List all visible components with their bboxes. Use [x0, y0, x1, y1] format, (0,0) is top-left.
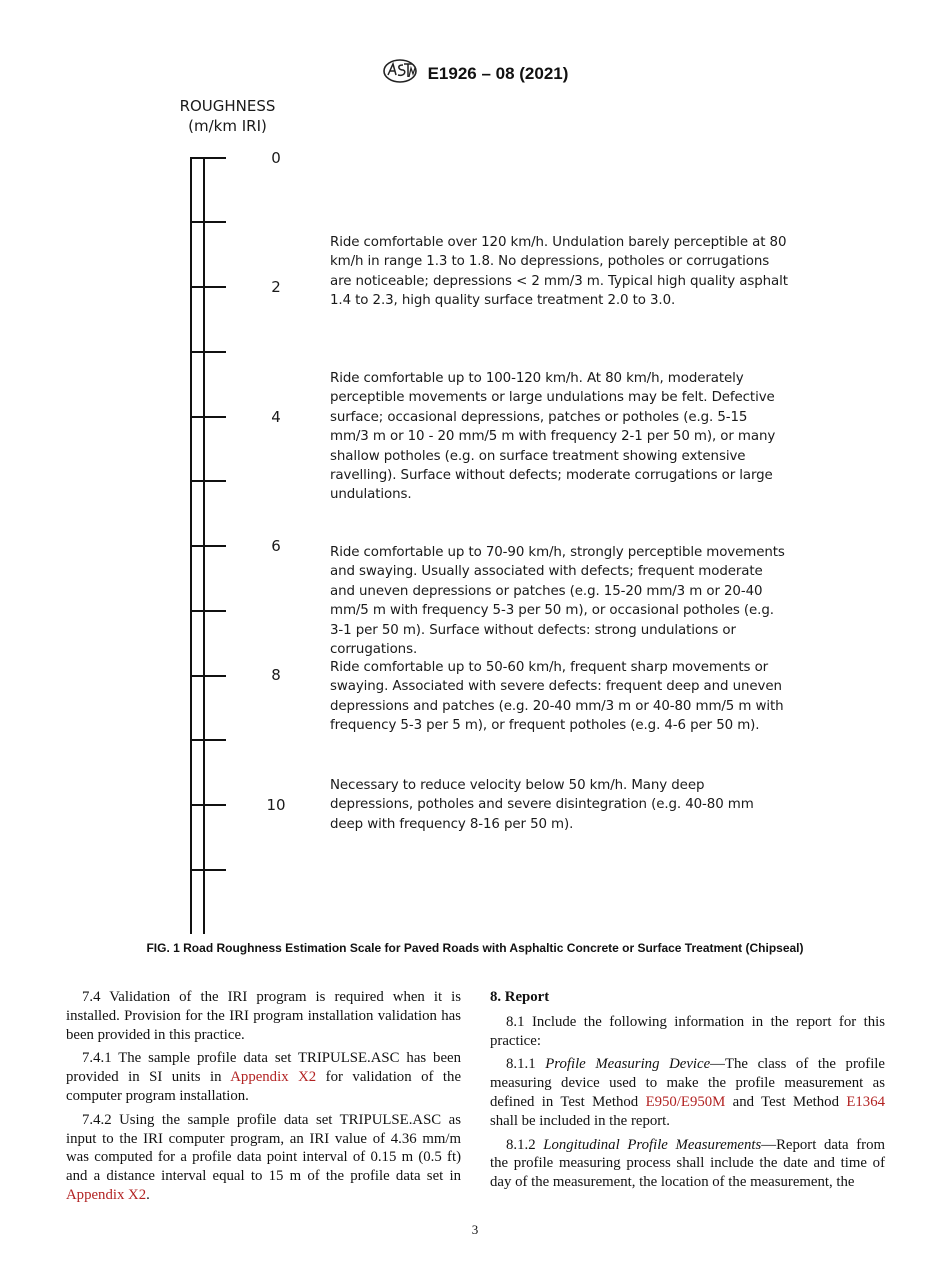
tick-label-2: 2	[271, 278, 281, 296]
tick-label-10: 10	[266, 796, 286, 814]
text: .	[146, 1186, 150, 1203]
text: for validation of the computer program installation.	[66, 1069, 462, 1104]
tick-label-8: 8	[271, 666, 281, 684]
scale-tick	[190, 157, 226, 159]
page-header	[0, 58, 950, 89]
paragraph-7-4-1	[66, 1049, 461, 1105]
roughness-description-4: Ride comfortable up to 50-60 km/h, frequent sharp movements or swaying. Associated with severe defects: frequent deep and uneven depressions and patches (e.g. 20-40 mm/3 m or 40-80 mm/5 m with frequency 5-3 per 5 m), or frequent potholes (e.g. 4-6 per 50 m).	[330, 660, 784, 734]
appendix-x2-link[interactable]: Appendix X2	[230, 1069, 317, 1086]
paragraph-7-4: 7.4 Validation of the IRI program is required when it is installed. Provision for the IRI program installation validation has been provided in this practice.	[66, 989, 461, 1043]
page-number: 3	[471, 1222, 479, 1237]
scale-tick	[190, 610, 226, 612]
section-heading-report: 8. Report	[490, 989, 550, 1005]
axis-title-line2: (m/km IRI)	[188, 117, 267, 135]
term: Longitudinal Profile Measurements	[543, 1136, 762, 1153]
astm-logo-icon	[382, 58, 418, 89]
text: 8.1.1	[506, 1056, 546, 1073]
paragraph-8-1-2	[490, 1136, 885, 1192]
paragraph-8-1-1	[490, 1055, 885, 1130]
appendix-x2-link[interactable]: Appendix X2	[66, 1186, 147, 1203]
e950-link[interactable]: E950/E950M	[645, 1093, 726, 1110]
scale-tick	[190, 545, 226, 547]
scale-tick	[190, 480, 226, 482]
scale-tick	[190, 416, 226, 418]
scale-tick	[190, 739, 226, 741]
roughness-description-5: Necessary to reduce velocity below 50 km/h. Many deep depressions, potholes and severe disintegration (e.g. 40-80 mm deep with frequency 8-16 per 50 m).	[330, 778, 754, 832]
scale-tick	[190, 869, 226, 871]
scale-tick	[190, 351, 226, 353]
tick-label-4: 4	[271, 408, 281, 426]
scale-tick	[190, 675, 226, 677]
term: Profile Measuring Device	[545, 1056, 711, 1073]
text: —The class of the profile measuring device used to make the profile measurement as defined in Test Method	[490, 1056, 885, 1110]
scale-tick	[190, 286, 226, 288]
text: 7.4.1 The sample profile data set TRIPULSE.ASC has been provided in SI units in	[66, 1050, 461, 1086]
text: —Report data from the profile measuring process shall include the date and time of day of the measurement, the location of the measurement, the	[490, 1136, 886, 1191]
text: 8.1.2	[506, 1136, 544, 1153]
left-column	[66, 988, 461, 1210]
paragraph-7-4-2	[66, 1111, 461, 1205]
text: and Test Method	[725, 1093, 847, 1110]
text: 7.4.2 Using the sample profile data set TRIPULSE.ASC as input to the IRI computer program, an IRI value of 4.36 mm/m was computed for a profile data point interval of 0.15 m (0.5 ft) and a distance interval equal to 15 m of the profile data set in	[66, 1111, 461, 1185]
tick-label-6: 6	[271, 537, 281, 555]
text: shall be included in the report.	[490, 1112, 670, 1129]
figure-caption: FIG. 1 Road Roughness Estimation Scale for Paved Roads with Asphaltic Concrete or Surface Treatment (Chipseal)	[146, 941, 804, 955]
axis-title	[140, 96, 315, 136]
e1364-link[interactable]: E1364	[846, 1093, 885, 1110]
document-id: E1926 – 08 (2021)	[427, 63, 569, 83]
tick-label-0: 0	[271, 149, 281, 167]
axis-title-line1: ROUGHNESS	[179, 97, 276, 115]
scale-tick	[190, 221, 226, 223]
roughness-description-3: Ride comfortable up to 70-90 km/h, strongly perceptible movements and swaying. Usually associated with defects; frequent moderate and uneven depressions or patches (e.g. 15-20 mm/3 m or 20-40 mm/5 m with frequency 5-3 per 50 m), or occasional potholes (e.g. 3-1 per 50 m). Surface without defects: strong undulations or corrugations.	[330, 545, 785, 658]
paragraph-8-1: 8.1 Include the following information in the report for this practice:	[490, 1013, 885, 1049]
right-column	[490, 988, 885, 1197]
roughness-description-2: Ride comfortable up to 100-120 km/h. At 80 km/h, moderately perceptible movements or large undulations may be felt. Defective surface; occasional depressions, patches or potholes (e.g. 5-15 mm/3 m or 10 - 20 mm/5 m with frequency 2-1 per 50 m), or many shallow potholes (e.g. on surface treatment showing extensive ravelling). Surface without defects; moderate corrugations or large undulations.	[330, 371, 776, 503]
roughness-description-1: Ride comfortable over 120 km/h. Undulation barely perceptible at 80 km/h in range 1.3 to 1.8. No depressions, potholes or corrugations are noticeable; depressions < 2 mm/3 m. Typical high quality asphalt 1.4 to 2.3, high quality surface treatment 2.0 to 3.0.	[330, 235, 788, 309]
scale-tick	[190, 804, 226, 806]
